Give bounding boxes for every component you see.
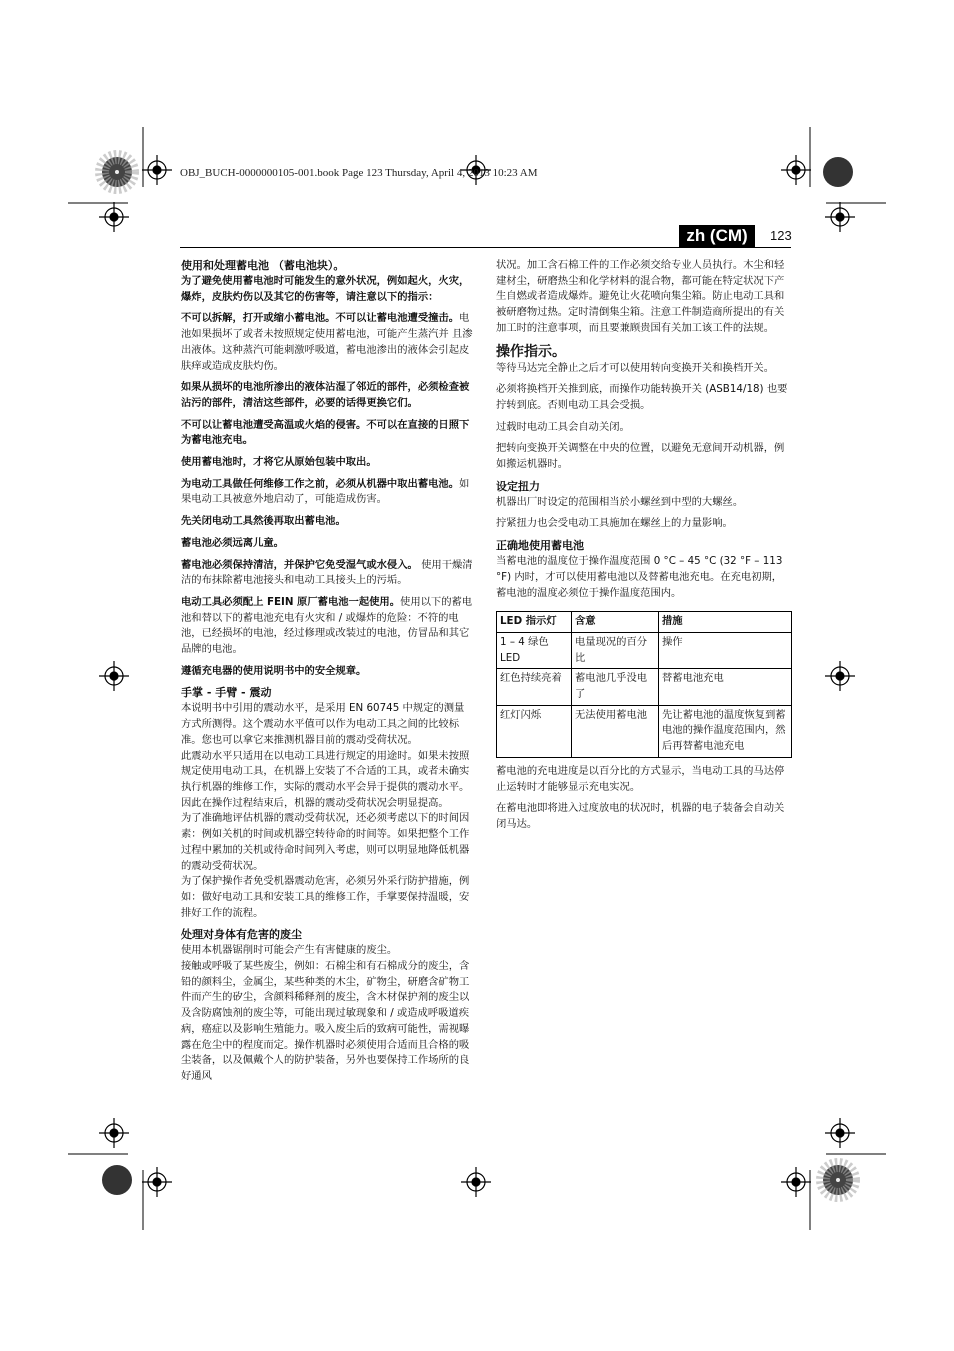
battery-warning-10: 遵循充电器的使用说明书中的安全规章。 xyxy=(181,664,367,677)
dust-text-continued: 状况。加工含石棉工件的工作必须交给专业人员执行。木尘和轻建材尘，研磨热尘和化学材料的混合物，都可能在特定状况下产生自燃或者造成爆炸。避免让火花喷向集尘箱。防止电动工具和被研磨物过热。定时清倒集尘箱。注意工件制造商所提出的有关加工时的注意事项，而且要兼顾贵国有关加工该工件的法规。 xyxy=(496,259,785,334)
heading-battery-handling: 使用和处理蓄电池 （蓄电池块）。 xyxy=(181,259,345,272)
battery-warning-1: 不可以拆解，打开或缩小蓄电池。不可以让蓄电池遭受撞击。电池如果损坏了或者未按照规定使用蓄电池，可能产生蒸汽并 且渗出液体。这种蒸汽可能刺激呼吸道，蓄电池渗出的液体会引起皮肤痒或造成皮肤灼伤。 xyxy=(181,312,473,372)
table-cell: 替蓄电池充电 xyxy=(659,669,792,705)
battery-warning-6: 先关闭电动工具然後再取出蓄电池。 xyxy=(181,515,346,528)
header-rule xyxy=(180,247,791,248)
table-cell: 红色持续亮着 xyxy=(497,669,572,705)
torque-text-2: 拧紧扭力也会受电动工具施加在螺丝上的力量影响。 xyxy=(496,517,733,530)
dust-text-2: 接触或呼吸了某些废尘，例如：石棉尘和有石棉成分的废尘，含铅的颜料尘，金属尘，某些种类的木尘，矿物尘，研磨含矿物工件而产生的矽尘，含颜料稀释剂的废尘，含木材保护剂的废尘以及含防腐蚀剂的废尘等，可能出现过敏现象和 / 或造成呼吸道疾病，癌症以及影响生殖能力。吸入废尘后的致病可能性，需视曝露在危尘中的程度而定。操作机器时必须使用合适而且合格的吸尘装备，以及佩戴个人的防护装备，另外也要保持工作场所的良好通风 xyxy=(181,960,470,1082)
table-header-cell: 含意 xyxy=(572,612,659,633)
table-cell: 1 – 4 绿色 LED xyxy=(497,632,572,668)
table-row xyxy=(497,705,792,757)
vibration-text-4: 为了保护操作者免受机器震动危害，必须另外采行防护措施，例如：做好电动工具和安装工具的维修工作，手掌要保持温暖，安排好工作的流程。 xyxy=(181,875,470,919)
correct-use-text: 当蓄电池的温度位于操作温度范围 0 °C – 45 °C (32 °F – 113 °F) 内时，才可以使用蓄电池以及替蓄电池充电。在充电初期，蓄电池的温度必须位于操作温度范围内。 xyxy=(496,555,783,599)
table-cell: 操作 xyxy=(659,632,792,668)
charge-display-text: 蓄电池的充电进度是以百分比的方式显示，当电动工具的马达停止运转时才能够显示充电实况。 xyxy=(496,764,785,793)
table-cell: 先让蓄电池的温度恢复到蓄电池的操作温度范围内，然后再替蓄电池充电 xyxy=(659,705,792,757)
heading-dust: 处理对身体有危害的废尘 xyxy=(181,928,302,942)
heading-operation: 操作指示。 xyxy=(496,343,566,360)
vibration-text-3: 为了准确地评估机器的震动受荷状况，还必须考虑以下的时间因素：例如关机的时间或机器空转待命的时间等。如果把整个工作过程中累加的关机或待命时间列入考虑，则可以明显地降低机器的震动受荷状况。 xyxy=(181,812,470,872)
left-column xyxy=(181,258,473,1085)
battery-warning-7: 蓄电池必须远离儿童。 xyxy=(181,536,284,549)
operation-text-1: 等待马达完全静止之后才可以使用转向变换开关和换档开关。 xyxy=(496,361,775,374)
right-column xyxy=(496,258,791,839)
table-row xyxy=(497,669,792,705)
heading-torque: 设定扭力 xyxy=(496,479,540,493)
table-header-row xyxy=(497,612,792,633)
operation-text-2: 必须将换档开关推到底，而操作功能转换开关 (ASB14/18) 也要拧转到底。否则电动工具会受损。 xyxy=(496,383,788,411)
table-cell: 蓄电池几乎没电了 xyxy=(572,669,659,705)
table-cell: 电量现况的百分比 xyxy=(572,632,659,668)
heading-correct-battery-use: 正确地使用蓄电池 xyxy=(496,539,584,553)
page-number: 123 xyxy=(770,228,792,243)
table-header-cell: 措施 xyxy=(659,612,792,633)
battery-warning-8: 蓄电池必须保持清洁，并保护它免受湿气或水侵入。 使用干燥清洁的布抹除蓄电池接头和电动工具接头上的污垢。 xyxy=(181,558,473,587)
table-header-cell: LED 指示灯 xyxy=(497,612,572,633)
battery-warning-3: 不可以让蓄电池遭受高温或火焰的侵害。不可以在直接的日照下为蓄电池充电。 xyxy=(181,418,470,447)
led-indicator-table xyxy=(496,611,792,758)
language-badge: zh (CM) xyxy=(679,225,755,247)
operation-text-3: 过载时电动工具会自动关闭。 xyxy=(496,420,630,433)
battery-intro: 为了避免使用蓄电池时可能发生的意外状况，例如起火，火灾，爆炸，皮肤灼伤以及其它的伤害等，请注意以下的指示： xyxy=(181,275,470,303)
battery-warning-5: 为电动工具做任何维修工作之前，必须从机器中取出蓄电池。如果电动工具被意外地启动了，可能造成伤害。 xyxy=(181,477,470,506)
vibration-text-2: 此震动水平只适用在以电动工具进行规定的用途时。如果未按照规定使用电动工具，在机器上安装了不合适的工具，或者未确实执行机器的维修工作，实际的震动水平会异于提供的震动水平。因此在操作过程结束后，机器的震动受荷状况会明显提高。 xyxy=(181,749,470,809)
operation-text-4: 把转向变换开关调整在中央的位置，以避免无意间开动机器，例如搬运机器时。 xyxy=(496,442,785,471)
torque-text-1: 机器出厂时设定的范围相当於小螺丝到中型的大螺丝。 xyxy=(496,495,744,508)
heading-vibration: 手掌 - 手臂 - 震动 xyxy=(181,686,272,700)
table-cell: 无法使用蓄电池 xyxy=(572,705,659,757)
vibration-text-1: 本说明书中引用的震动水平，是采用 EN 60745 中规定的测量方式所测得。这个震动水平值可以作为电动工具之间的比较标准。您也可以拿它来推测机器目前的震动受荷状况。 xyxy=(181,702,465,746)
battery-warning-2: 如果从损坏的电池所渗出的液体沾湿了邻近的部件，必须检查被沾污的部件，清洁这些部件，必要的话得更换它们。 xyxy=(181,381,470,409)
dust-text-1: 使用本机器锯削时可能会产生有害健康的废尘。 xyxy=(181,944,398,957)
table-row xyxy=(497,632,792,668)
running-header: OBJ_BUCH-0000000105-001.book Page 123 Thursday, April 4, 2013 10:23 AM xyxy=(180,167,538,179)
table-cell: 红灯闪烁 xyxy=(497,705,572,757)
battery-warning-9: 电动工具必须配上 FEIN 原厂蓄电池一起使用。使用以下的蓄电池和替以下的蓄电池充电有火灾和 / 或爆炸的危险：不符的电池，已经损坏的电池，经过修理或改装过的电池，仿冒品和其它品牌的电池。 xyxy=(181,595,473,656)
deep-discharge-text: 在蓄电池即将进入过度放电的状况时，机器的电子装备会自动关闭马达。 xyxy=(496,802,785,830)
battery-warning-4: 使用蓄电池时，才将它从原始包装中取出。 xyxy=(181,456,377,469)
